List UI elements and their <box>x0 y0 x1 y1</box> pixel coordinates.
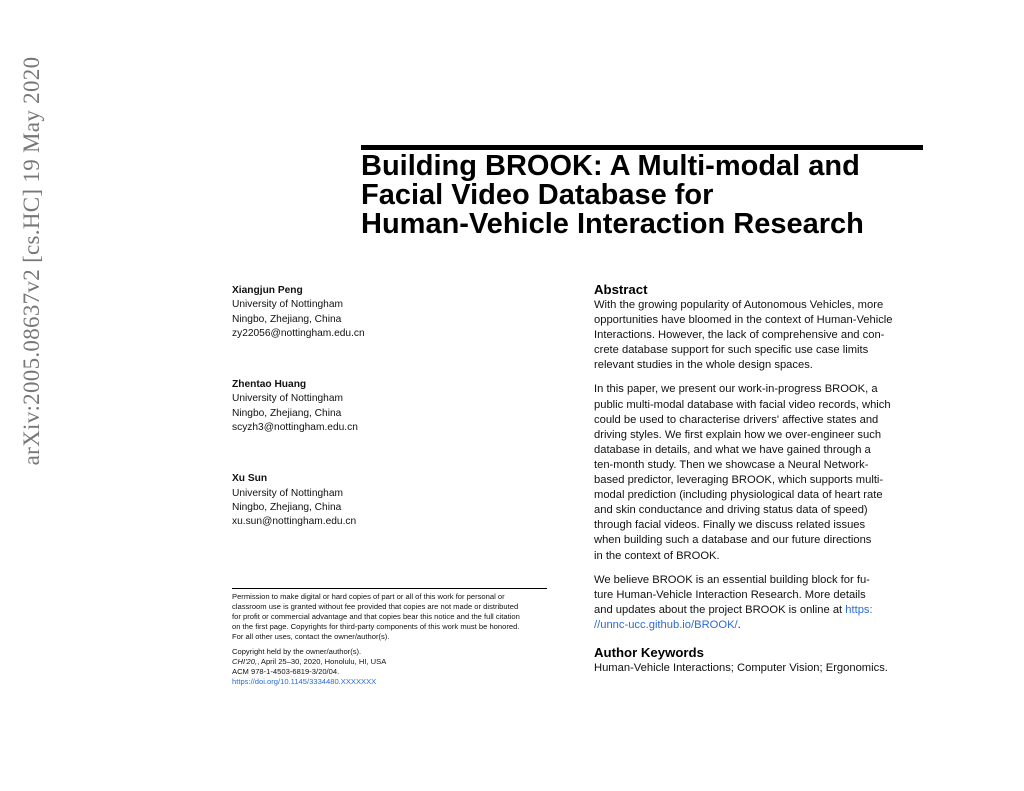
text-line: based predictor, leveraging BROOK, which supports multi- <box>594 474 884 487</box>
author-location: Ningbo, Zhejiang, China <box>232 313 342 325</box>
text-line: ten-month study. Then we showcase a Neural Network- <box>594 458 869 471</box>
abstract-column <box>594 282 924 676</box>
permission-notice <box>232 592 550 687</box>
text-line: modal prediction (including physiological data of heart rate <box>594 489 883 502</box>
project-url[interactable]: //unnc-ucc.github.io/BROOK/ <box>594 618 738 631</box>
keywords-text <box>594 661 924 676</box>
abstract-paragraph-3 <box>594 573 924 633</box>
keywords-heading: Author Keywords <box>594 644 704 660</box>
text-line: when building such a database and our future directions <box>594 534 872 547</box>
text-line: We believe BROOK is an essential building block for fu- <box>594 573 870 586</box>
text-line: crete database support for such specific use case limits <box>594 344 869 357</box>
text-line: relevant studies in the whole design spaces. <box>594 359 813 372</box>
text-segment: and updates about the project BROOK is online at <box>594 603 846 616</box>
author-email[interactable]: zy22056@nottingham.edu.cn <box>232 327 365 339</box>
author-block <box>232 378 562 435</box>
text-line: opportunities have bloomed in the context of Human-Vehicle <box>594 314 893 327</box>
permission-line: classroom use is granted without fee provided that copies are not made or distributed <box>232 602 519 611</box>
text-line: public multi-modal database with facial video records, which <box>594 398 891 411</box>
text-segment: . <box>737 618 741 631</box>
acm-line: ACM 978-1-4503-6819-3/20/04. <box>232 667 340 676</box>
author-location: Ningbo, Zhejiang, China <box>232 407 342 419</box>
venue-details: , April 25–30, 2020, Honolulu, HI, USA <box>257 657 387 666</box>
text-line: could be used to characterise drivers' affective states and <box>594 413 879 426</box>
abstract-paragraph-2 <box>594 382 924 563</box>
author-email[interactable]: scyzh3@nottingham.edu.cn <box>232 422 358 434</box>
text-line: database in details, and what we have gained through a <box>594 443 871 456</box>
doi-link[interactable]: https://doi.org/10.1145/3334480.XXXXXXX <box>232 677 377 686</box>
permission-rule <box>232 588 547 589</box>
copyright-line: Copyright held by the owner/author(s). <box>232 647 362 656</box>
text-line <box>594 603 924 618</box>
copyright-block <box>232 647 550 687</box>
abstract-heading: Abstract <box>594 282 648 297</box>
permission-text <box>232 592 550 642</box>
text-line: ture Human-Vehicle Interaction Research. More details <box>594 588 866 601</box>
text-line: Interactions. However, the lack of comprehensive and con- <box>594 329 885 342</box>
text-line: driving styles. We first explain how we over-engineer such <box>594 428 882 441</box>
title-line: Facial Video Database for <box>361 179 714 211</box>
author-affiliation: University of Nottingham <box>232 393 343 405</box>
author-block <box>232 284 562 341</box>
title-line: Building BROOK: A Multi-modal and <box>361 150 860 182</box>
text-line: in the context of BROOK. <box>594 549 720 562</box>
author-email[interactable]: xu.sun@nottingham.edu.cn <box>232 516 357 528</box>
author-name: Xu Sun <box>232 473 268 485</box>
arxiv-stamp <box>12 30 52 492</box>
author-location: Ningbo, Zhejiang, China <box>232 501 342 513</box>
text-line <box>594 618 924 633</box>
author-name: Zhentao Huang <box>232 379 307 391</box>
venue-line <box>232 657 550 667</box>
text-line: through facial videos. Finally we discuss related issues <box>594 519 866 532</box>
permission-line: For all other uses, contact the owner/author(s). <box>232 632 390 641</box>
author-affiliation: University of Nottingham <box>232 487 343 499</box>
author-name: Xiangjun Peng <box>232 285 303 296</box>
paper-title <box>361 152 923 239</box>
author-block <box>232 472 562 529</box>
abstract-paragraph-1 <box>594 298 924 373</box>
text-line: With the growing popularity of Autonomous Vehicles, more <box>594 299 884 311</box>
text-line: In this paper, we present our work-in-progress BROOK, a <box>594 383 878 396</box>
author-affiliation: University of Nottingham <box>232 299 343 311</box>
text-line: and skin conductance and driving status data of speed) <box>594 504 868 517</box>
permission-line: for profit or commercial advantage and that copies bear this notice and the full citation <box>232 612 520 621</box>
arxiv-stamp-text: arXiv:2005.08637v2 [cs.HC] 19 May 2020 <box>19 56 44 466</box>
venue-name: CHI'20, <box>232 657 258 666</box>
title-line: Human-Vehicle Interaction Research <box>361 208 864 240</box>
text-line: Human-Vehicle Interactions; Computer Vision; Ergonomics. <box>594 661 888 674</box>
project-url-start[interactable]: https: <box>845 603 873 616</box>
permission-line: on the first page. Copyrights for third-party components of this work must be honored. <box>232 622 520 631</box>
author-list <box>232 284 562 530</box>
permission-line: Permission to make digital or hard copies of part or all of this work for personal or <box>232 592 505 601</box>
